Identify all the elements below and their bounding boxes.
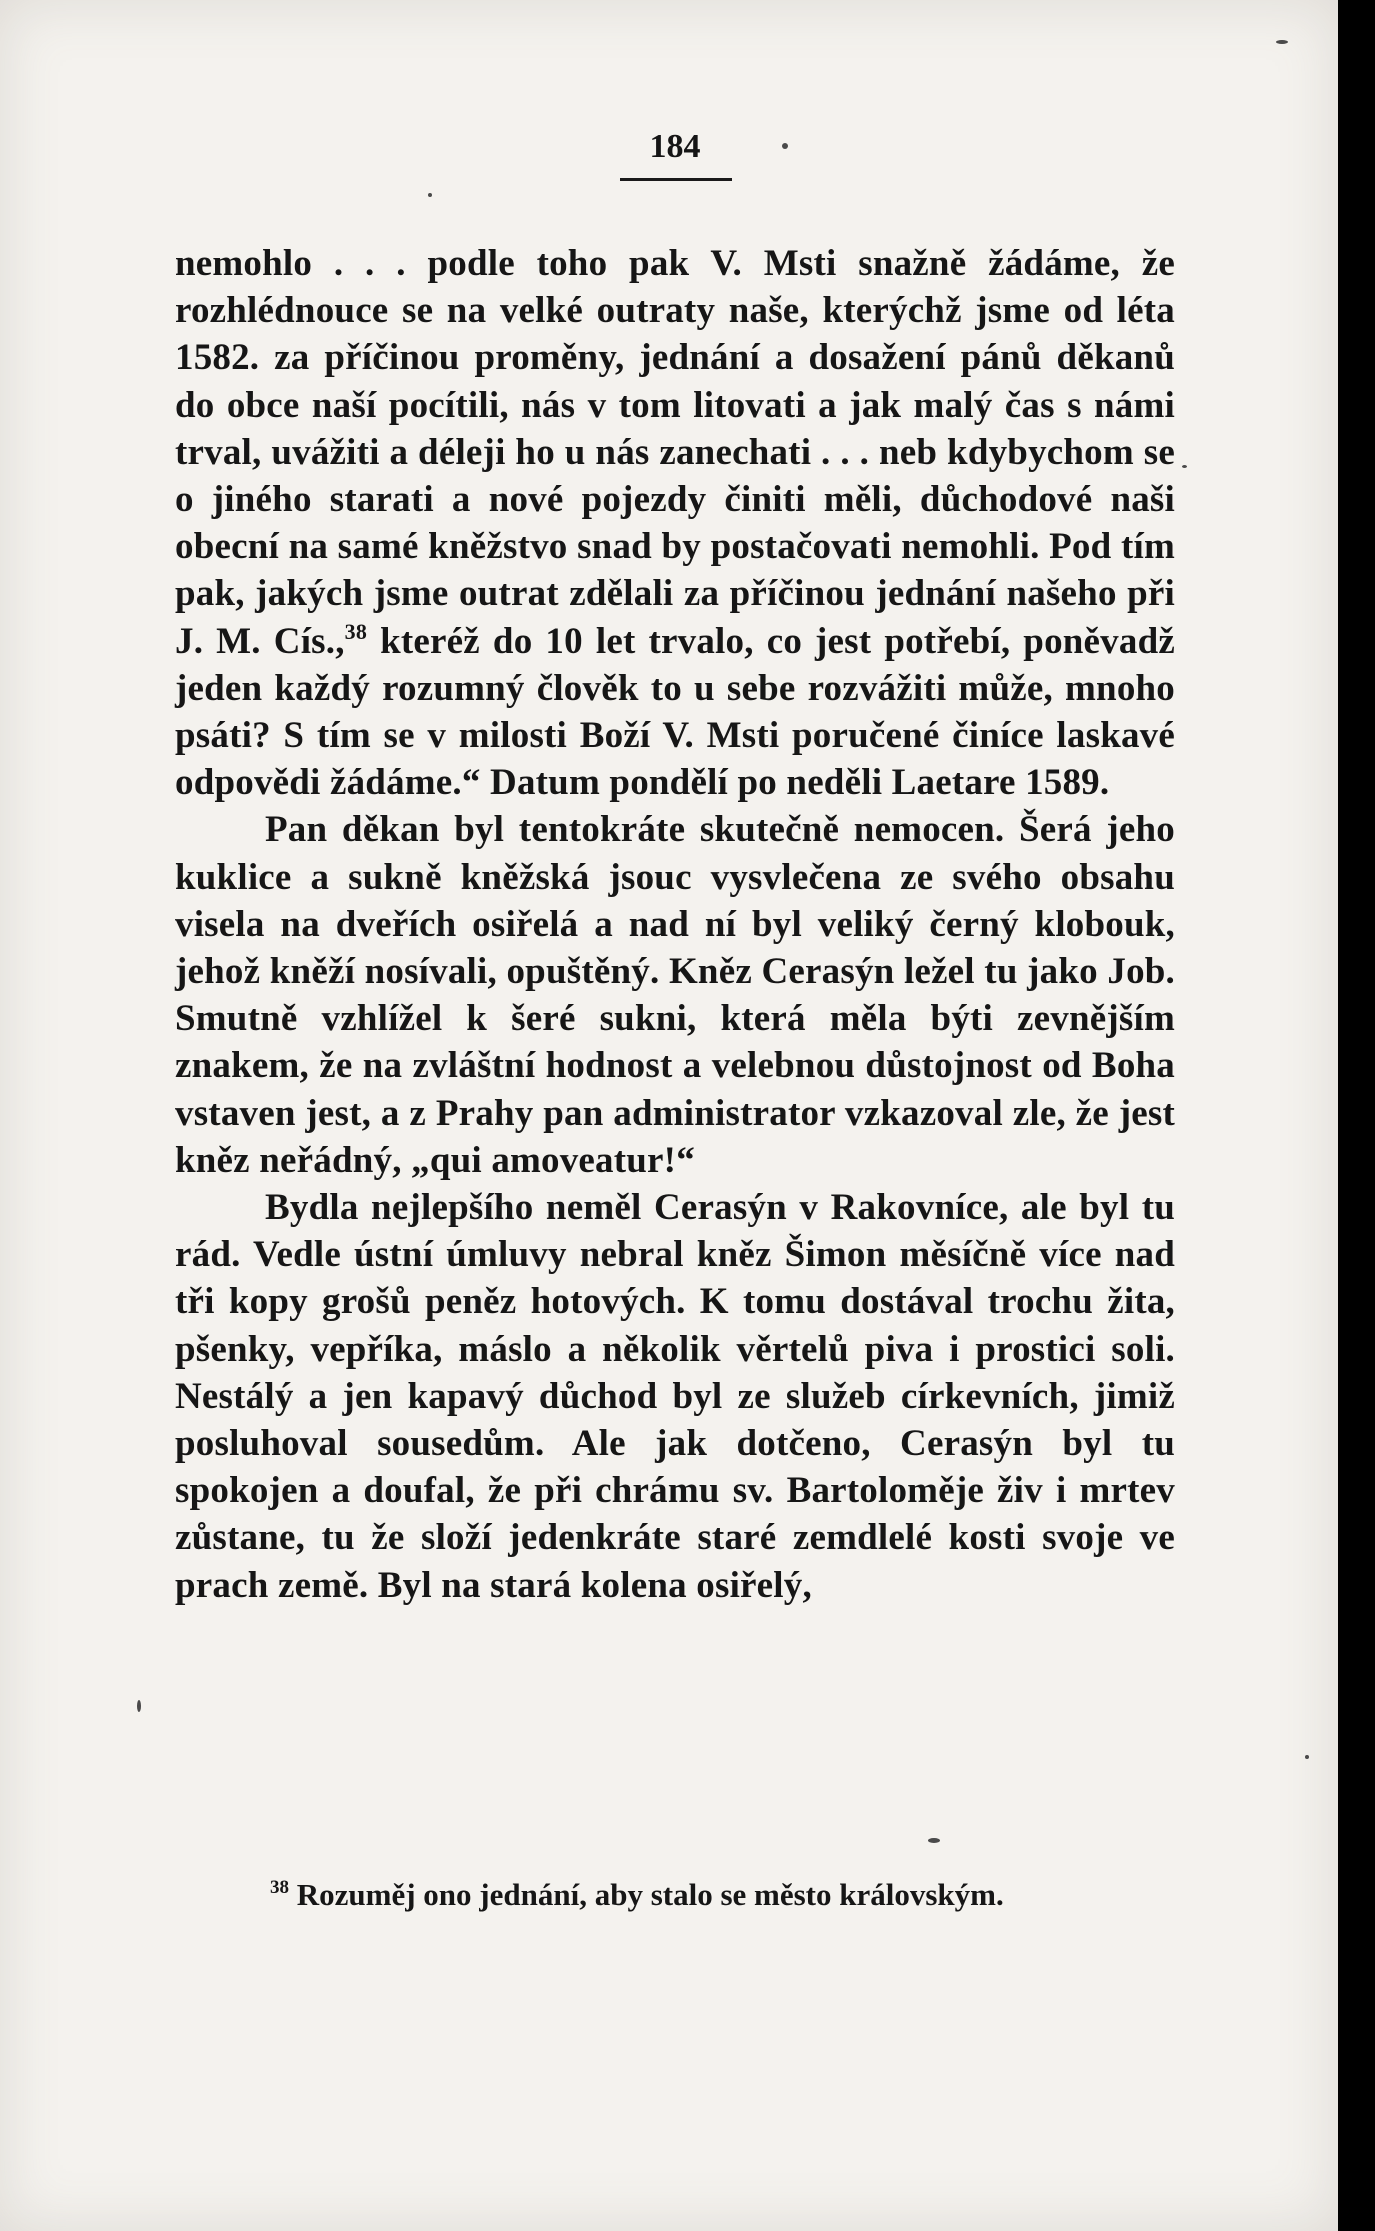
footnote-text: Rozuměj ono jednání, aby stalo se město královským. (289, 1877, 1004, 1912)
paragraph-3: Bydla nejlepšího neměl Cerasýn v Rakovníce, ale byl tu rád. Vedle ústní úmluvy nebral kněz Šimon měsíčně více nad tři kopy grošů peněz hotových. K tomu dostával trochu žita, pšenky, vepříka, máslo a několik věrtelů piva i prostici soli. Nestálý a jen kapavý důchod byl ze služeb církevních, jimiž posluhoval sousedům. Ale jak dotčeno, Cerasýn byl tu spokojen a doufal, že při chrámu sv. Bartoloměje živ i mrtev zůstane, tu že složí jedenkráte staré zemdlelé kosti svoje ve prach země. Byl na stará kolena osiřelý, (175, 1187, 1175, 1606)
footnote-ref-38[interactable]: 38 (344, 618, 368, 644)
paragraph-1-text: nemohlo . . . podle toho pak V. Msti snažně žádáme, že rozhlédnouce se na velké outraty naše, kterýchž jsme od léta 1582. za příčinou proměny, jednání a dosažení pánů děkanů do obce naší pocítili, nás v tom litovati a jak malý čas s námi trval, uvážiti a déleji ho u nás zanechati . . . neb kdybychom se o jiného starati a nové pojezdy činiti měli, důchodové naši obecní na samé kněžstvo snad by postačovati nemohli. Pod tím pak, jakých jsme outrat zdělali za příčinou jednání našeho při J. M. Cís., (175, 243, 1175, 662)
footnote-number: 38 (270, 1877, 289, 1898)
main-text (175, 240, 1175, 1609)
print-speck (137, 1700, 141, 1712)
print-speck (1182, 465, 1187, 468)
page-number: 184 (649, 128, 701, 165)
scan-border (1338, 0, 1375, 2231)
print-speck (1305, 1755, 1309, 1759)
print-speck (428, 193, 432, 197)
paragraph-1-continued: kteréž do 10 let trvalo, co jest potřebí, poněvadž jeden každý rozumný člověk to u sebe rozvážiti může, mnoho psáti? S tím se v milosti Boží V. Msti poručené činíce laskavé odpovědi žádáme.“ Datum pondělí po neděli Laetare 1589. (175, 620, 1175, 804)
paragraph-1 (175, 240, 1175, 806)
paragraph-2: Pan děkan byl tentokráte skutečně nemocen. Šerá jeho kuklice a sukně kněžská jsouc vysvlečena ze svého obsahu visela na dveřích osiřelá a nad ní byl veliký černý klobouk, jehož kněží nosívali, opuštěný. Kněz Cerasýn ležel tu jako Job. Smutně vzhlížel k šeré sukni, která měla býti zevnějším znakem, že na zvláštní hodnost a velebnou důstojnost od Boha vstaven jest, a z Prahy pan administrator vzkazoval zle, že jest kněz neřádný, „qui amoveatur!“ (175, 809, 1175, 1181)
print-speck (782, 143, 788, 149)
print-speck (928, 1838, 940, 1843)
print-speck (1276, 40, 1288, 44)
page-number-underline (620, 178, 732, 181)
footnote (175, 1875, 1175, 1915)
